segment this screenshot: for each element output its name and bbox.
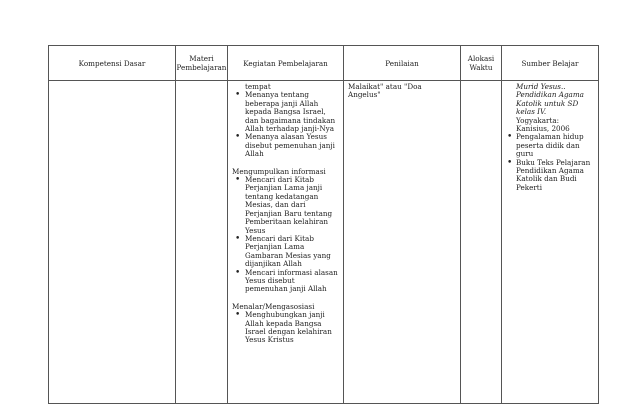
list-item: • Mencari dari Kitab Perjanjian Lama Gambaran Mesias yang dijanjikan Allah: [232, 235, 339, 269]
section-heading: Menalar/Mengasosiasi: [232, 301, 315, 311]
sumber-continued-title: Murid Yesus.. Pendidikan Agama Katolik untuk SD kelas IV.: [516, 82, 584, 117]
header-alokasi: Alokasi Waktu: [461, 46, 502, 81]
list-item: • Pengalaman hidup peserta didik dan guru: [506, 133, 594, 158]
list-item: • Menanya tentang beberapa janji Allah kepada Bangsa Israel, dan bagaimana tindakan Allah terhadap janji-Nya: [232, 91, 339, 133]
cell-kompetensi-dasar: [49, 81, 176, 404]
header-row: [49, 46, 599, 81]
list-item: • Menghubungkan janji Allah kepada Bangsa Israel dengan kelahiran Yesus Kristus: [232, 311, 339, 345]
sumber-list: [506, 133, 594, 192]
cell-penilaian: [344, 81, 461, 404]
penilaian-line: Malaikat" atau "Doa: [348, 82, 422, 91]
header-materi: Materi Pembelajaran: [176, 46, 228, 81]
penilaian-line: Angelus": [348, 90, 381, 100]
kegiatan-list-b: [232, 176, 339, 294]
cell-kegiatan: [228, 81, 344, 404]
content-row: [49, 81, 599, 404]
kegiatan-list-c: [232, 311, 339, 345]
section-heading: Mengumpulkan informasi: [232, 166, 326, 176]
header-kompetensi-dasar: Kompetensi Dasar: [49, 46, 176, 81]
kegiatan-continued: tempat: [245, 82, 271, 91]
cell-alokasi: [461, 81, 502, 404]
list-item: • Buku Teks Pelajaran Pendidikan Agama Katolik dan Budi Pekerti: [506, 159, 594, 193]
cell-sumber: [502, 81, 599, 404]
list-item: • Mencari dari Kitab Perjanjian Lama janji tentang kedatangan Mesias, dan dari Perjanjian Baru tentang Pemberitaan kelahiran Yesus: [232, 176, 339, 235]
header-penilaian: Penilaian: [344, 46, 461, 81]
list-item: • Mencari informasi alasan Yesus disebut pemenuhan janji Allah: [232, 269, 339, 294]
header-sumber: Sumber Belajar: [502, 46, 599, 81]
header-kegiatan: Kegiatan Pembelajaran: [228, 46, 344, 81]
cell-materi: [176, 81, 228, 404]
list-item: • Menanya alasan Yesus disebut pemenuhan janji Allah: [232, 133, 339, 158]
kegiatan-list-a: [232, 91, 339, 158]
rpp-table: [48, 45, 599, 404]
sumber-continued-publisher: Yogyakarta: Kanisius, 2006: [516, 115, 570, 134]
